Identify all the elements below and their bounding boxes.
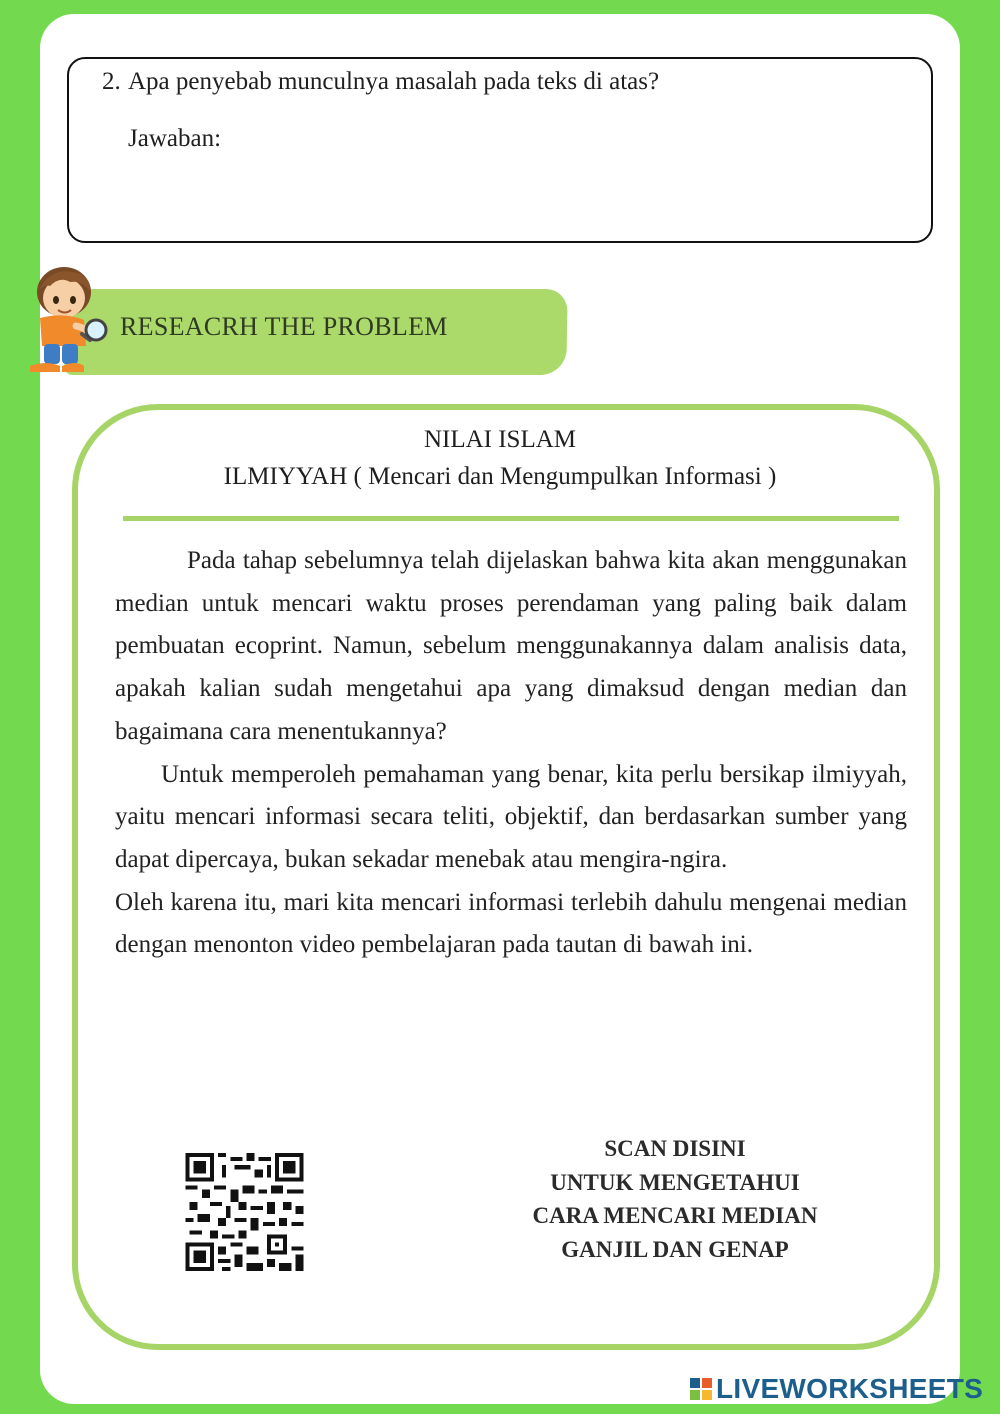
scan-line-4: GANJIL DAN GENAP — [561, 1236, 789, 1262]
divider — [123, 516, 899, 521]
card-title: NILAI ISLAM — [423, 426, 577, 453]
scan-line-1: SCAN DISINI — [604, 1136, 746, 1161]
section-title: RESEACRH THE PROBLEM — [120, 312, 448, 341]
card-subtitle: ILMIYYAH ( Mencari dan Mengumpulkan Informasi ) — [223, 463, 777, 490]
liveworksheets-logo[interactable] — [690, 1374, 983, 1404]
brand-name: LIVEWORKSHEETS — [716, 1373, 984, 1404]
paragraph-3: Oleh karena itu, mari kita mencari informasi terlebih dahulu mengenai median dengan menonton video pembelajaran pada tautan di bawah ini. — [115, 888, 907, 959]
scan-line-2: UNTUK MENGETAHUI — [550, 1169, 800, 1195]
scan-instructions — [500, 1132, 850, 1266]
qr-code[interactable] — [184, 1153, 305, 1271]
answer-label: Jawaban: — [128, 125, 222, 152]
kid-with-magnifier-icon — [20, 262, 112, 374]
paragraph-1: Pada tahap sebelumnya telah dijelaskan bahwa kita akan menggunakan median untuk mencari waktu proses perendaman yang paling baik dalam pembuatan ecoprint. Namun, sebelum menggunakannya dalam analisis data, apakah kalian sudah mengetahui apa yang dimaksud dengan median dan bagaimana cara menentukannya? — [115, 547, 907, 745]
card-body — [115, 540, 907, 967]
scan-line-3: CARA MENCARI MEDIAN — [532, 1203, 818, 1228]
liveworksheets-icon — [690, 1378, 712, 1400]
paragraph-2: Untuk memperoleh pemahaman yang benar, kita perlu bersikap ilmiyyah, yaitu mencari informasi secara teliti, objektif, dan berdasarkan sumber yang dapat dipercaya, bukan sekadar menebak atau mengira-ngira. — [115, 760, 907, 873]
question-text: Apa penyebab munculnya masalah pada teks di atas? — [128, 68, 660, 95]
question-number: 2. — [102, 68, 121, 95]
